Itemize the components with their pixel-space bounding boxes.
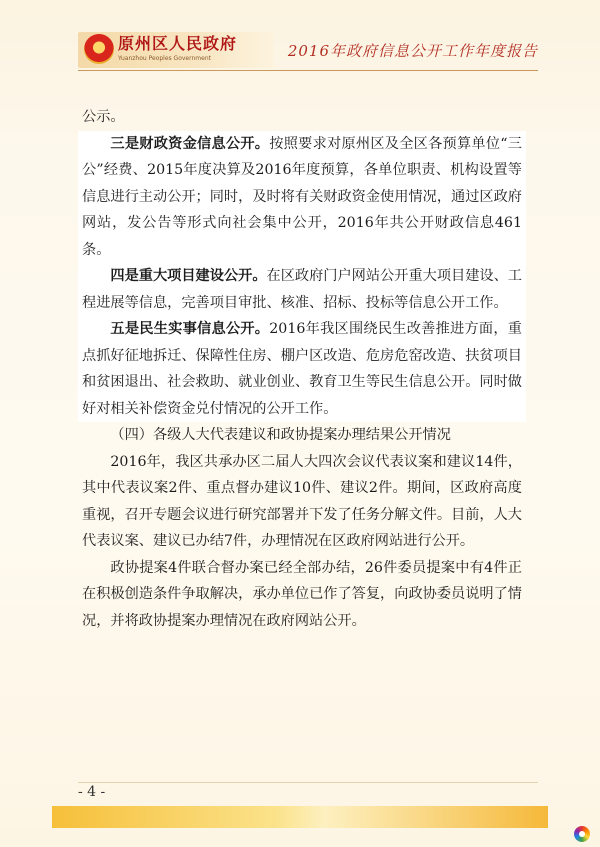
document-body <box>82 104 522 634</box>
header-divider <box>78 70 538 71</box>
paragraph-cppcc-proposals: 政协提案4件联合督办案已经全部办结，26件委员提案中有4件正在积极创造条件争取解决，承办单位已作了答复，向政协委员说明了情况，并将政协提案办理情况在政府网站公开。 <box>82 559 522 629</box>
site-name: 原州区人民政府 <box>118 34 238 53</box>
page-number: - 4 - <box>78 784 106 800</box>
paragraph-fiscal-info <box>78 131 526 264</box>
national-emblem-icon <box>84 34 114 64</box>
paragraph-text: 2016年我区围绕民生改善推进方面，重点抓好征地拆迁、保障性住房、棚户区改造、危房危窑改造、扶贫项目和贫困退出、社会救助、就业创业、教育卫生等民生信息公开。同时做好对相关补偿资金兑付情况的公开工作。 <box>82 321 522 417</box>
section-heading: （四）各级人大代表建议和政协提案办理结果公开情况 <box>110 427 451 443</box>
page-header <box>78 32 538 68</box>
paragraph-lead: 四是重大项目建设公开。 <box>110 268 267 284</box>
paragraph-livelihood <box>78 316 526 422</box>
site-logo <box>78 32 274 68</box>
footer-divider <box>78 782 538 783</box>
paragraph-lead: 五是民生实事信息公开。 <box>110 321 270 337</box>
paragraph-text: 按照要求对原州区及全区各预算单位“三公”经费、2015年度决算及2016年度预算，各单位职责、机构设置等信息进行主动公开；同时，及时将有关财政资金使用情况，通过区政府网站，发公告等形式向社会集中公开，2016年共公开财政信息461条。 <box>82 135 522 258</box>
paragraph-lead: 三是财政资金信息公开。 <box>110 135 270 152</box>
color-wheel-icon <box>574 826 590 842</box>
report-title: 2016年政府信息公开工作年度报告 <box>287 42 538 60</box>
footer-decoration-band <box>52 806 548 828</box>
paragraph-major-projects <box>78 263 526 316</box>
paragraph-continuation: 公示。 <box>82 109 125 125</box>
paragraph-text: 在区政府门户网站公开重大项目建设、工程进展等信息，完善项目审批、核准、招标、投标等信息公开工作。 <box>82 268 522 311</box>
paragraph-npc-proposals: 2016年，我区共承办区二届人大四次会议代表议案和建议14件，其中代表议案2件、重点督办建议10件、建议2件。期间，区政府高度重视，召开专题会议进行研究部署并下发了任务分解文件。目前，人大代表议案、建议已办结7件，办理情况在区政府网站进行公开。 <box>82 453 522 549</box>
site-name-en: Yuanzhou Peoples Government <box>118 55 211 62</box>
